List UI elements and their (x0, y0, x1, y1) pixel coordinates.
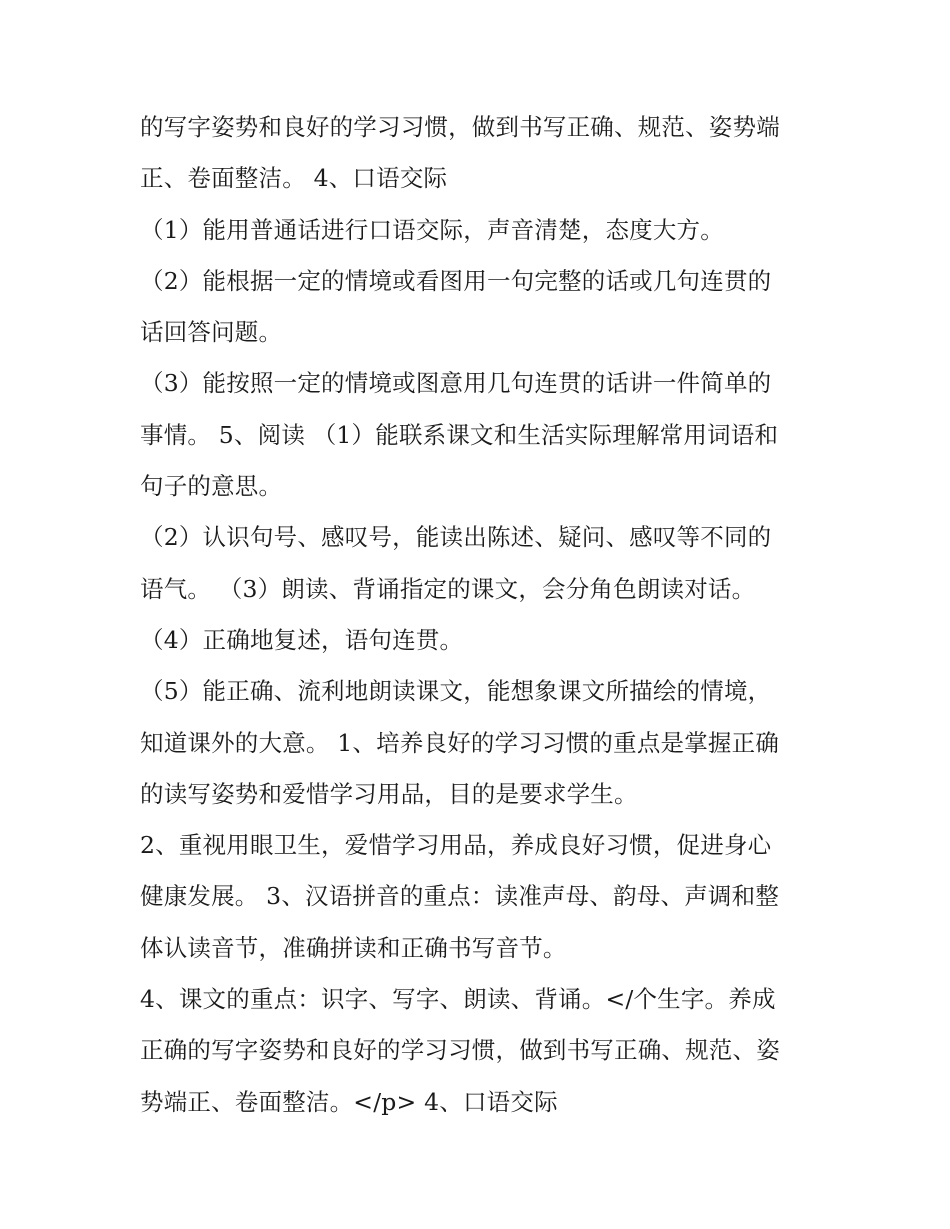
text-line-19: 正确的写字姿势和良好的学习习惯，做到书写正确、规范、姿 (140, 1036, 780, 1065)
text-line-16: 健康发展。 3、汉语拼音的重点：读准声母、韵母、声调和整 (140, 882, 780, 911)
text-line-7: 事情。 5、阅读 （1）能联系课文和生活实际理解常用词语和 (140, 420, 779, 449)
text-line-13: 知道课外的大意。 1、培养良好的学习习惯的重点是掌握正确 (140, 728, 780, 757)
text-line-2: 正、卷面整洁。 4、口语交际 (140, 164, 448, 193)
text-line-4: （2）能根据一定的情境或看图用一句完整的话或几句连贯的 (140, 266, 772, 295)
text-line-9: （2）认识句号、感叹号，能读出陈述、疑问、感叹等不同的 (140, 523, 772, 552)
text-line-3: （1）能用普通话进行口语交际，声音清楚，态度大方。 (140, 215, 724, 244)
text-line-6: （3）能按照一定的情境或图意用几句连贯的话讲一件简单的 (140, 369, 772, 398)
text-line-12: （5）能正确、流利地朗读课文，能想象课文所描绘的情境， (140, 677, 772, 706)
text-line-5: 话回答问题。 (140, 318, 283, 347)
text-line-14: 的读写姿势和爱惜学习用品，目的是要求学生。 (140, 779, 638, 808)
document-body (140, 102, 820, 1128)
text-line-1: 的写字姿势和良好的学习习惯，做到书写正确、规范、姿势端 (140, 113, 780, 141)
text-line-11: （4）正确地复述，语句连贯。 (140, 625, 464, 654)
text-line-15: 2、重视用眼卫生，爱惜学习用品，养成良好习惯，促进身心 (140, 831, 772, 860)
text-line-8: 句子的意思。 (140, 472, 283, 501)
text-line-17: 体认读音节，准确拼读和正确书写音节。 (140, 933, 567, 962)
text-line-18: 4、课文的重点：识字、写字、朗读、背诵。</个生字。养成 (140, 985, 776, 1014)
text-line-10: 语气。 （3）朗读、背诵指定的课文，会分角色朗读对话。 (140, 574, 756, 603)
text-line-20: 势端正、卷面整洁。</p> 4、口语交际 (140, 1087, 558, 1116)
